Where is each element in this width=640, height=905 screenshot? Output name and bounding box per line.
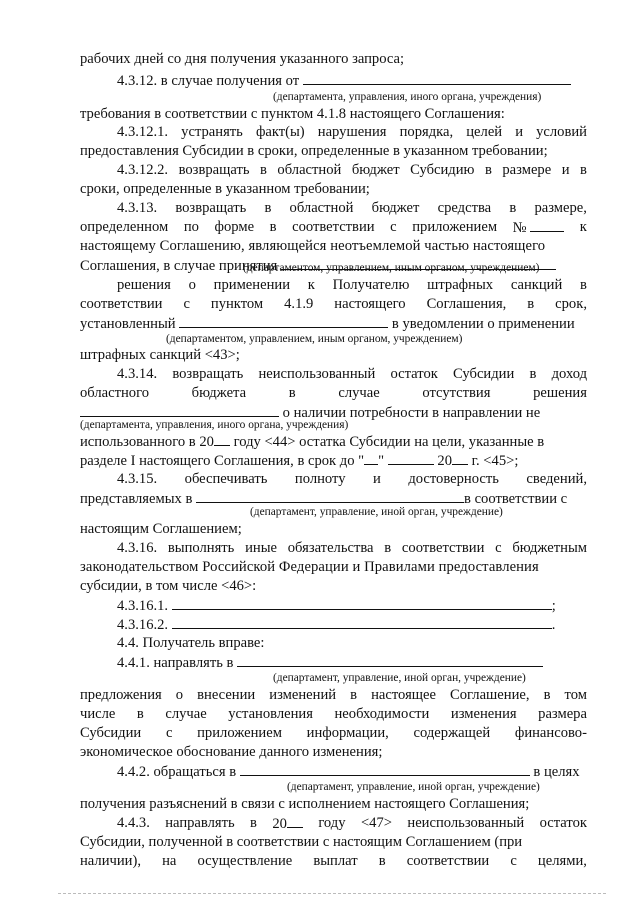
blank-field <box>452 451 468 465</box>
blank-field <box>196 489 464 503</box>
text-line: получения разъяснений в связи с исполнением настоящего Соглашения; <box>80 796 530 812</box>
text-line: требования в соответствии с пунктом 4.1.8 настоящего Соглашения: <box>80 106 505 122</box>
text-line: наличии), на осуществление выплат в соответствии с целями, <box>80 853 587 869</box>
text-line: предложения о внесении изменений в настоящее Соглашение, в том <box>80 687 587 703</box>
blank-field <box>172 615 552 629</box>
text-line: 4.4. Получатель вправе: <box>117 635 265 651</box>
field-caption: (департаментом, управлением, иным органом, учреждением) <box>243 262 540 274</box>
blank-field <box>240 762 530 776</box>
text-line: предоставления Субсидии в сроки, определенные в указанном требовании; <box>80 143 548 159</box>
text-line: 4.3.15. обеспечивать полноту и достоверность сведений, <box>117 471 587 487</box>
text-line: 4.3.12.2. возвращать в областной бюджет Субсидию в размере и в <box>117 162 587 178</box>
text-line: настоящим Соглашением; <box>80 521 242 537</box>
page-bottom-rule <box>58 893 606 894</box>
text-line: установленный в уведомлении о применении <box>80 316 575 332</box>
text-line: сроки, определенные в указанном требовании; <box>80 181 370 197</box>
text-line: субсидии, в том числе <46>: <box>80 578 257 594</box>
text-line: 4.3.12.1. устранять факт(ы) нарушения порядка, целей и условий <box>117 124 587 140</box>
field-caption: (департамент, управление, иной орган, учреждение) <box>287 781 540 793</box>
field-caption: (департамент, управление, иной орган, учреждение) <box>273 672 526 684</box>
text-line: настоящему Соглашению, являющейся неотъемлемой частью настоящего <box>80 238 546 254</box>
text-line: числе в случае установления необходимости изменения размера <box>80 706 587 722</box>
text-line: 4.3.16.1. ; <box>117 598 556 614</box>
blank-field <box>364 451 378 465</box>
text-line: соответствии с пунктом 4.1.9 настоящего Соглашения, в срок, <box>80 296 587 312</box>
field-caption: (департамент, управление, иной орган, учреждение) <box>250 506 503 518</box>
text-line: 4.3.14. возвращать неиспользованный остаток Субсидии в доход <box>117 366 587 382</box>
text-line: о наличии потребности в направлении не <box>80 403 587 423</box>
text-line: использованного в 20 году <44> остатка Субсидии на цели, указанные в <box>80 434 545 450</box>
blank-field <box>172 596 552 610</box>
text-line: 4.4.1. направлять в <box>117 653 587 673</box>
text-line: 4.3.16.2. . <box>117 617 556 633</box>
blank-field <box>214 432 230 446</box>
text-line: 4.3.13. возвращать в областной бюджет средства в размере, <box>117 200 587 216</box>
text-line: представляемых в в соответствии с <box>80 491 568 507</box>
blank-field <box>179 314 388 328</box>
blank-field <box>80 403 279 417</box>
text-line: рабочих дней со дня получения указанного запроса; <box>80 51 405 67</box>
text-line: штрафных санкций <43>; <box>80 347 240 363</box>
text-line: Субсидии с приложением информации, содержащей финансово- <box>80 725 587 741</box>
text-line: разделе I настоящего Соглашения, в срок до " " 20 г. <45>; <box>80 453 519 469</box>
text-line: экономическое обоснование данного изменения; <box>80 744 383 760</box>
text-line: 4.3.12. в случае получения от <box>117 71 587 91</box>
field-caption: (департаментом, управлением, иным органом, учреждением) <box>166 333 463 345</box>
blank-field <box>237 653 543 667</box>
blank-field <box>530 218 564 232</box>
blank-field <box>388 451 434 465</box>
text-line: Субсидии, полученной в соответствии с настоящим Соглашением (при <box>80 834 523 850</box>
text-line: законодательством Российской Федерации и Правилами предоставления <box>80 559 539 575</box>
text-line: областного бюджета в случае отсутствия решения <box>80 385 587 401</box>
blank-field <box>287 814 303 828</box>
text-line: определенном по форме в соответствии с приложением № к <box>80 219 587 236</box>
text-line: 4.3.16. выполнять иные обязательства в соответствии с бюджетным <box>117 540 587 556</box>
field-caption: (департамента, управления, иного органа, учреждения) <box>80 419 349 431</box>
field-caption: (департамента, управления, иного органа, учреждения) <box>273 91 542 103</box>
text-line: решения о применении к Получателю штрафных санкций в <box>117 277 587 293</box>
text-line: Соглашения, в случае принятия <box>80 256 587 276</box>
blank-field <box>303 71 571 85</box>
text-line: 4.4.2. обращаться в в целях <box>117 764 580 780</box>
text-line: 4.4.3. направлять в 20 году <47> неиспользованный остаток <box>117 815 587 832</box>
